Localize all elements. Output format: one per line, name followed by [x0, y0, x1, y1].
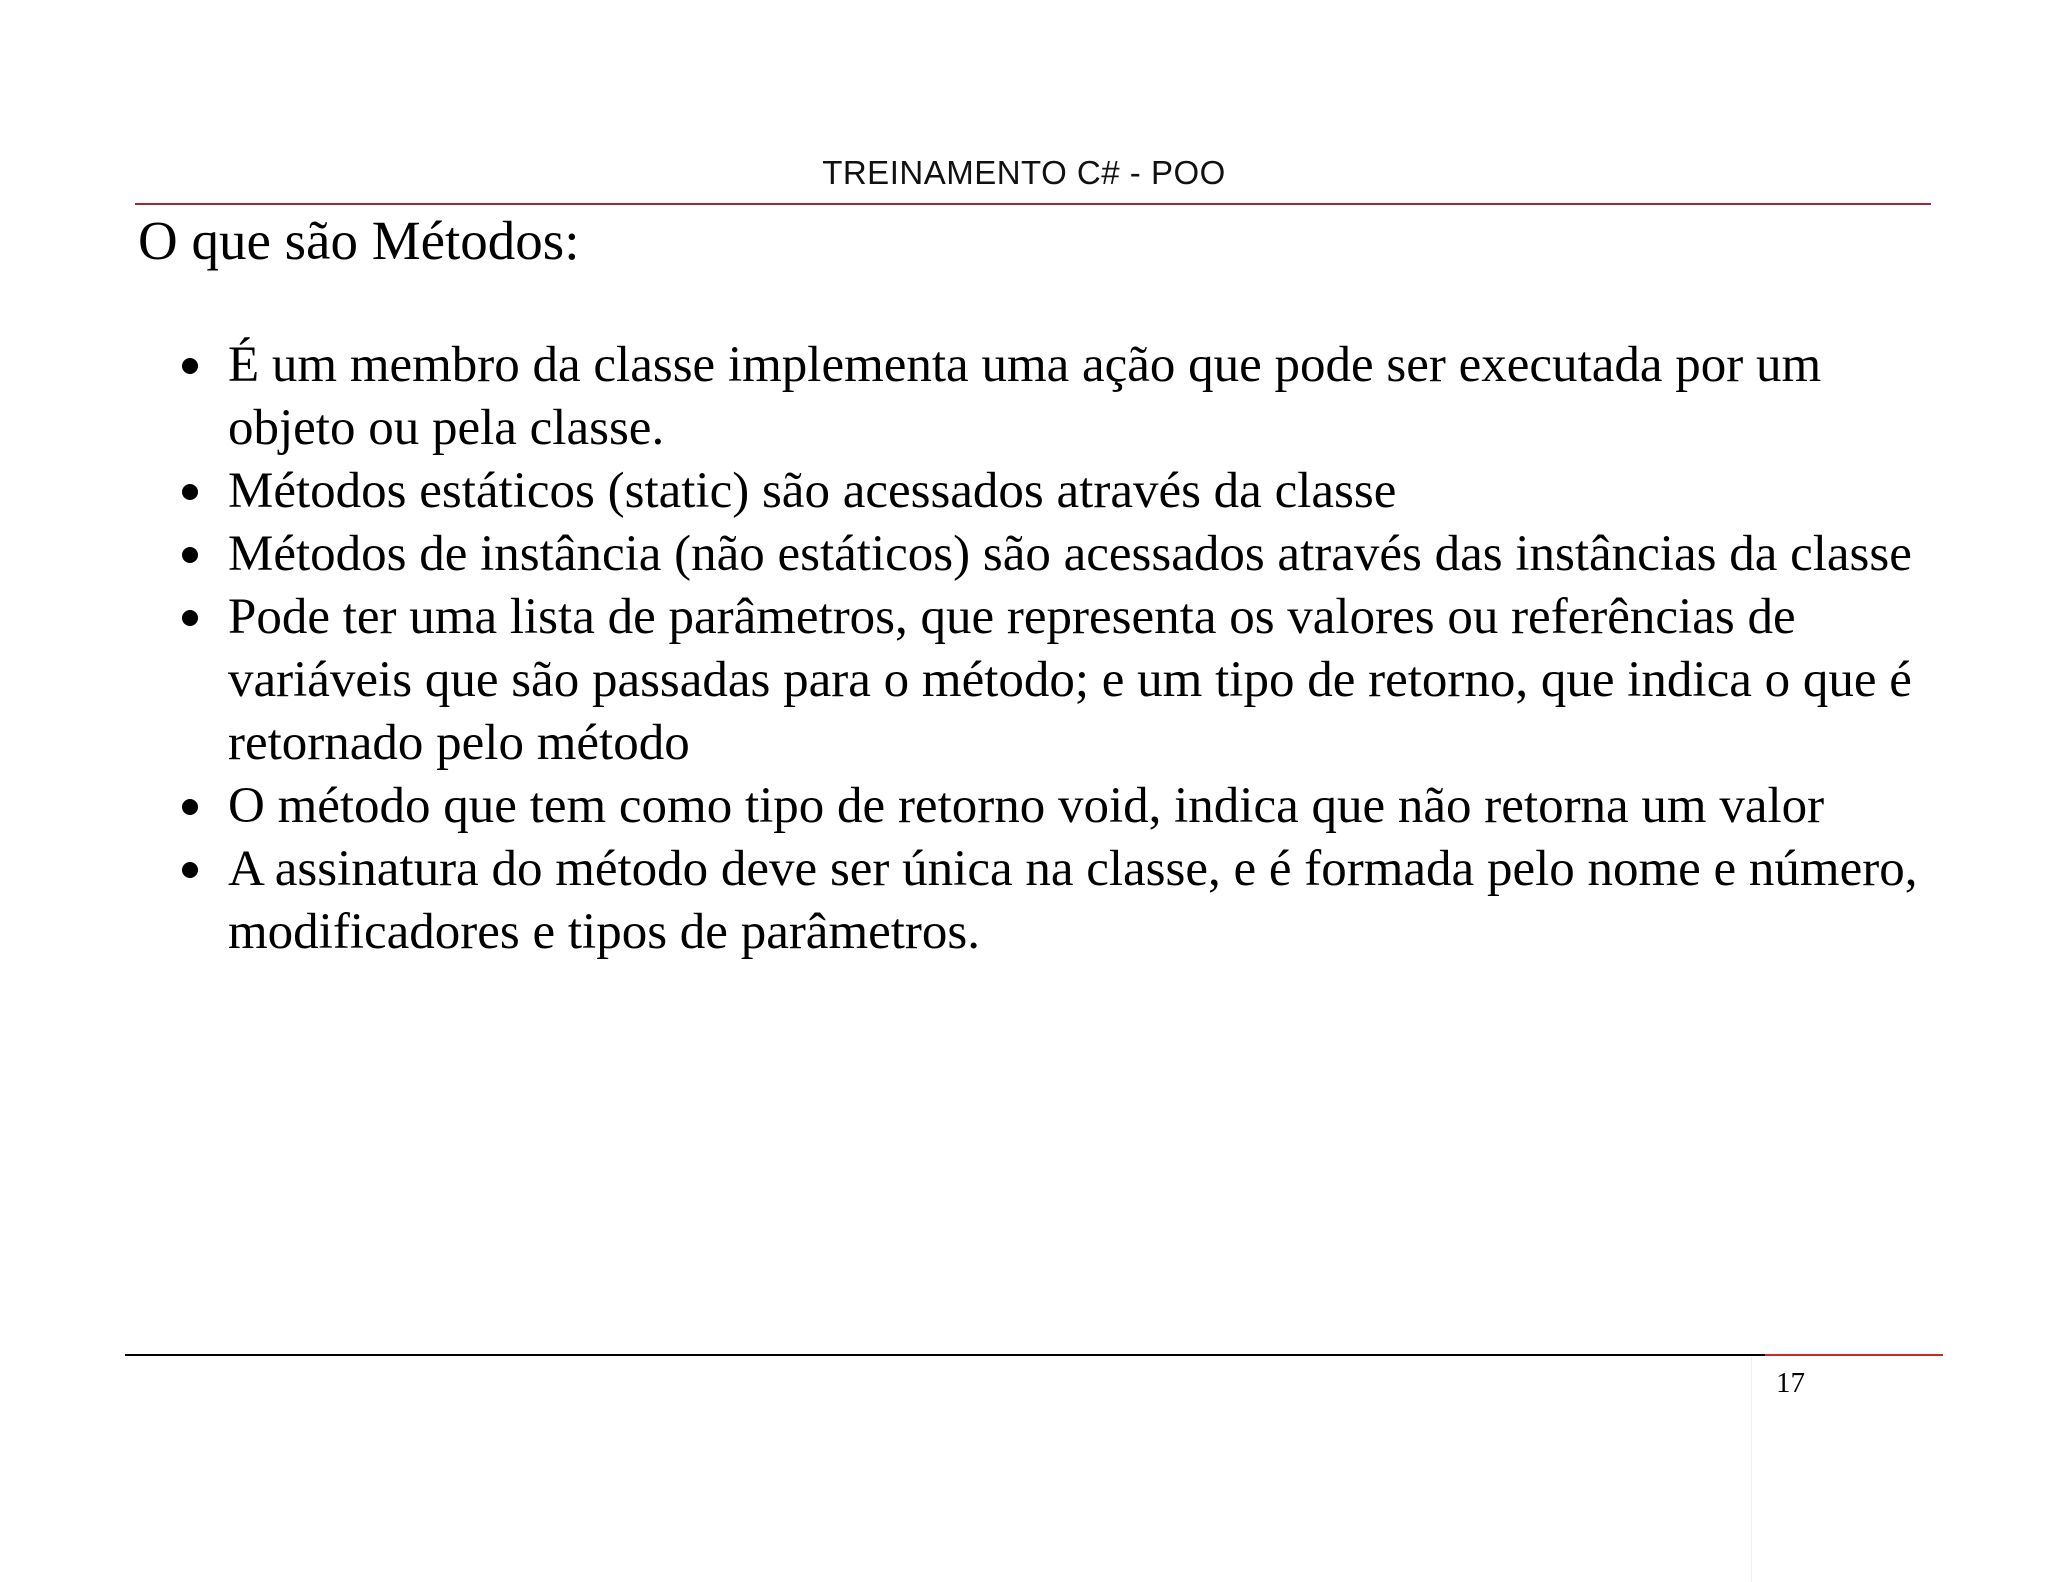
- list-item: [178, 775, 1938, 838]
- list-item: [178, 523, 1938, 586]
- list-item-text: É um membro da classe implementa uma ação que pode ser executada por um objeto ou pela classe.: [228, 337, 1822, 456]
- header-title: TREINAMENTO C# - POO: [822, 154, 1226, 191]
- footer-divider: [125, 1354, 1765, 1356]
- bullet-icon: [182, 799, 198, 815]
- list-item-text: Pode ter uma lista de parâmetros, que representa os valores ou referências de variáveis que são passadas para o método; e um tipo de retorno, que indica o que é retornado pelo método: [228, 589, 1912, 771]
- footer-corner-line: [1751, 1357, 1752, 1582]
- slide-title: O que são Métodos:: [138, 210, 580, 271]
- list-item: [178, 460, 1938, 523]
- bullet-icon: [182, 862, 198, 878]
- list-item-text: O método que tem como tipo de retorno void, indica que não retorna um valor: [228, 778, 1825, 834]
- list-item-text: Métodos de instância (não estáticos) são acessados através das instâncias da classe: [228, 526, 1912, 582]
- header-divider: [135, 203, 1931, 205]
- bullet-icon: [182, 484, 198, 500]
- list-item: [178, 586, 1938, 775]
- bullet-icon: [182, 610, 198, 626]
- page-number: 17: [1776, 1367, 1805, 1399]
- bullet-icon: [182, 547, 198, 563]
- footer-accent-divider: [1765, 1354, 1943, 1356]
- list-item-text: Métodos estáticos (static) são acessados através da classe: [228, 463, 1397, 519]
- bullet-icon: [182, 358, 198, 374]
- list-item: [178, 838, 1938, 964]
- bullet-list: [178, 334, 1938, 964]
- list-item: [178, 334, 1938, 460]
- list-item-text: A assinatura do método deve ser única na classe, e é formada pelo nome e número, modificadores e tipos de parâmetros.: [228, 841, 1918, 960]
